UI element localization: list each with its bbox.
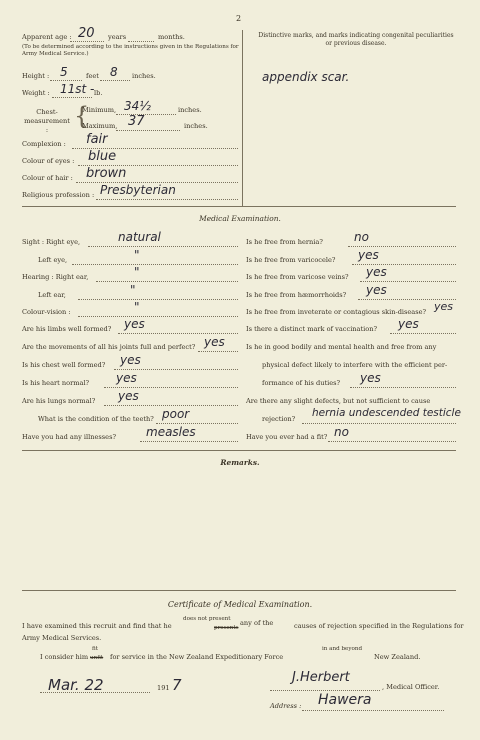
hernia-value: no xyxy=(354,230,369,244)
fit-label: Have you ever had a fit? xyxy=(246,433,328,441)
max-label: Maximum, xyxy=(82,122,118,130)
chest-label: Chest-measurement : xyxy=(24,108,70,134)
religion-value: Presbyterian xyxy=(100,183,176,197)
hearing-right-label: Hearing : Right ear, xyxy=(22,273,89,281)
haemorrhoids-value: yes xyxy=(366,283,387,297)
chest-brace: { xyxy=(74,102,90,130)
varicocele-label: Is he free from varicocele? xyxy=(246,256,336,264)
heart-value: yes xyxy=(116,371,137,385)
marks-heading: Distinctive marks, and marks indicating congenital peculiarities or previous disease. xyxy=(258,32,454,47)
vaccination-value: yes xyxy=(398,317,419,331)
cert-line3-c: in and beyond xyxy=(322,646,363,652)
joints-label: Are the movements of all his joints full and perfect? xyxy=(22,343,196,351)
cert-line3-fit: fit xyxy=(92,646,98,652)
page-number: 2 xyxy=(236,14,242,23)
complexion-value: fair xyxy=(86,132,108,147)
address-value: Hawera xyxy=(318,692,372,708)
vaccination-label: Is there a distinct mark of vaccination? xyxy=(246,325,377,333)
varicose-value: yes xyxy=(366,265,387,279)
haemorrhoids-label: Is he free from hæmorrhoids? xyxy=(246,291,347,299)
years-label: years xyxy=(108,33,127,41)
cert-line1-c: any of the xyxy=(240,619,274,627)
complexion-label: Complexion : xyxy=(22,140,66,148)
illnesses-value: measles xyxy=(146,425,196,439)
max-inches-label: inches. xyxy=(184,122,208,130)
limbs-value: yes xyxy=(124,317,145,331)
hernia-label: Is he free from hernia? xyxy=(246,238,323,246)
religion-label: Religious profession : xyxy=(22,191,95,199)
cert-line3-unfit: unfit xyxy=(90,655,104,661)
hair-label: Colour of hair : xyxy=(22,174,73,182)
min-value: 34½ xyxy=(124,99,151,113)
year-prefix: 191 xyxy=(157,684,170,692)
max-value: 37 xyxy=(128,114,145,129)
skin-disease-label: Is he free from inveterate or contagious skin-disease? xyxy=(246,308,427,316)
cert-line1-d: causes of rejection specified in the Regulations for xyxy=(294,622,464,630)
min-inches-label: inches. xyxy=(178,106,202,114)
health-label-3: formance of his duties? xyxy=(262,379,341,387)
apparent-age-label: Apparent age : xyxy=(22,33,72,41)
date-value: Mar. 22 xyxy=(48,676,104,694)
hearing-left-value: " xyxy=(130,283,136,297)
varicose-label: Is he free from varicose veins? xyxy=(246,273,349,281)
section-rule xyxy=(22,206,456,207)
certificate-heading: Certificate of Medical Examination. xyxy=(167,600,313,609)
min-label: Minimum, xyxy=(82,106,117,114)
medical-heading: Medical Examination. xyxy=(199,214,281,223)
hearing-left-label: Left ear, xyxy=(38,291,66,299)
column-divider xyxy=(242,30,243,206)
cert-line3-d: New Zealand. xyxy=(374,653,421,661)
skin-disease-value: yes xyxy=(434,300,454,313)
health-label-2: physical defect likely to interfere with the efficient per- xyxy=(262,361,448,369)
medical-officer-signature: J.Herbert xyxy=(292,670,350,685)
apparent-age-value: 20 xyxy=(78,26,95,41)
fit-value: no xyxy=(334,425,349,439)
illnesses-label: Have you had any illnesses? xyxy=(22,433,116,441)
inches-label: inches. xyxy=(132,72,156,80)
health-label-1: Is he in good bodily and mental health and free from any xyxy=(246,343,437,351)
address-label: Address : xyxy=(270,702,302,710)
feet-label: feet xyxy=(86,72,99,80)
officer-label: , Medical Officer. xyxy=(382,683,440,691)
joints-value: yes xyxy=(204,335,225,349)
year-suffix: 7 xyxy=(172,676,182,694)
hair-value: brown xyxy=(86,166,127,181)
height-label: Height : xyxy=(22,72,50,80)
defects-value: hernia undescended testicle xyxy=(312,407,461,419)
hearing-right-value: " xyxy=(134,265,140,279)
sight-left-value: " xyxy=(134,248,140,262)
medical-rule xyxy=(22,450,456,451)
colour-vision-value: " xyxy=(134,300,140,314)
heart-label: Is his heart normal? xyxy=(22,379,90,387)
sight-left-label: Left eye, xyxy=(38,256,68,264)
chest-formed-value: yes xyxy=(120,353,141,367)
colour-vision-label: Colour-vision : xyxy=(22,308,71,316)
age-note: (To be determined according to the instructions given in the Regulations for Army Medical Service.) xyxy=(22,44,239,57)
health-value: yes xyxy=(360,371,381,385)
cert-line3-b: for service in the New Zealand Expeditionary Force xyxy=(110,653,284,661)
eyes-label: Colour of eyes : xyxy=(22,157,75,165)
months-label: months. xyxy=(158,33,185,41)
remarks-heading: Remarks. xyxy=(220,458,260,467)
cert-line2: Army Medical Services. xyxy=(22,634,102,642)
height-inches-value: 8 xyxy=(110,65,118,79)
cert-line1-a: I have examined this recruit and find that he xyxy=(22,622,172,630)
cert-line1-strike: presents xyxy=(214,625,239,631)
weight-label: Weight : xyxy=(22,89,50,97)
chest-formed-label: Is his chest well formed? xyxy=(22,361,106,369)
teeth-label: What is the condition of the teeth? xyxy=(38,415,154,423)
lungs-label: Are his lungs normal? xyxy=(22,397,96,405)
defects-label-1: Are there any slight defects, but not sufficient to cause xyxy=(246,397,431,405)
varicocele-value: yes xyxy=(358,248,379,262)
teeth-value: poor xyxy=(162,407,190,421)
weight-value: 11st - xyxy=(60,82,95,96)
cert-line1-b: does not present xyxy=(183,616,231,622)
eyes-value: blue xyxy=(88,149,117,164)
limbs-label: Are his limbs well formed? xyxy=(22,325,112,333)
sight-right-value: natural xyxy=(118,230,161,244)
cert-line3-a: I consider him xyxy=(40,653,89,661)
lungs-value: yes xyxy=(118,389,139,403)
sight-right-label: Sight : Right eye, xyxy=(22,238,81,246)
height-feet-value: 5 xyxy=(60,65,68,79)
lb-label: lb. xyxy=(94,89,103,97)
remarks-rule xyxy=(22,590,456,591)
defects-label-2: rejection? xyxy=(262,415,296,423)
marks-value: appendix scar. xyxy=(262,70,350,84)
